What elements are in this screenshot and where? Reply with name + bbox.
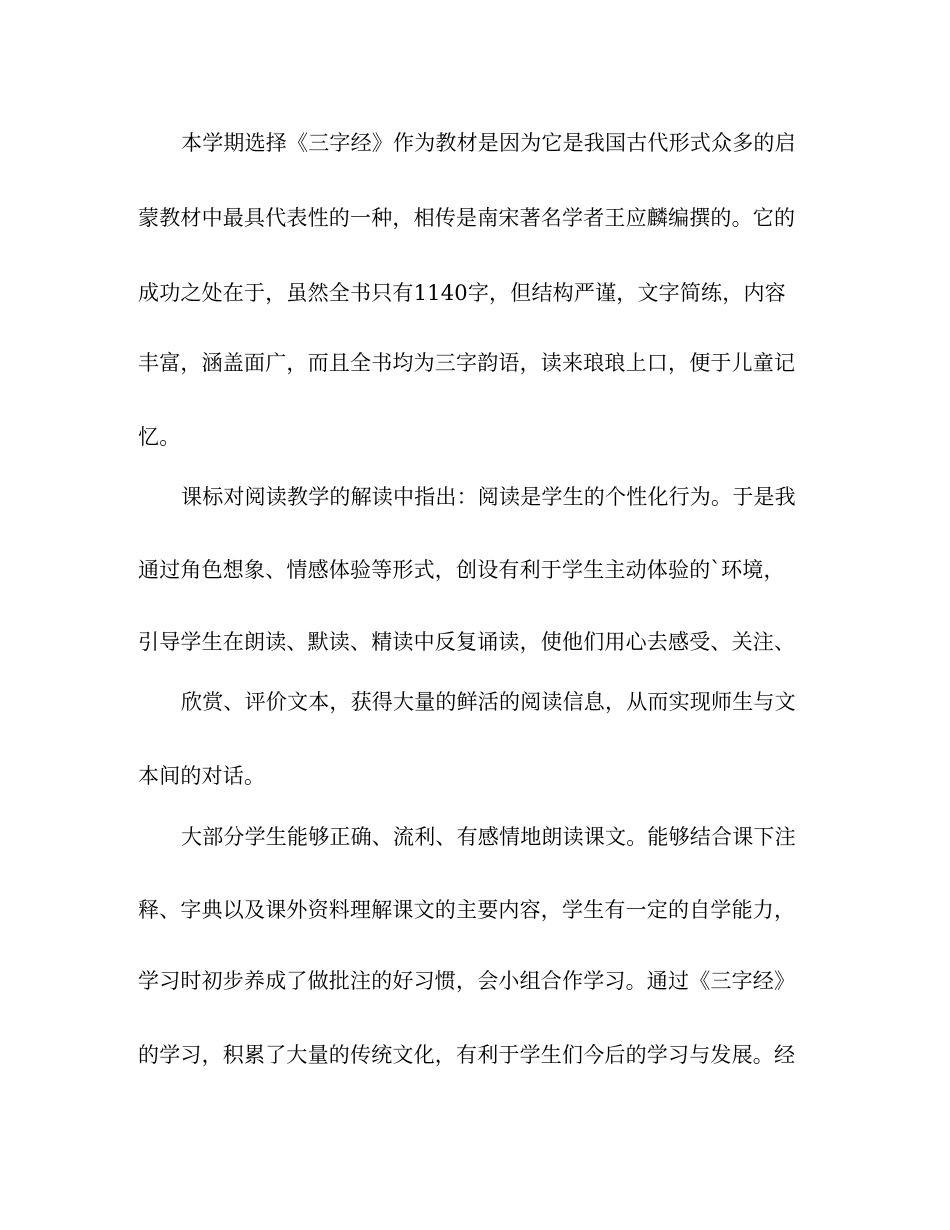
paragraph-4-line-2: 释、字典以及课外资料理解课文的主要内容，学生有一定的自学能力， bbox=[138, 898, 796, 922]
paragraph-4-line-4: 的学习，积累了大量的传统文化，有利于学生们今后的学习与发展。经 bbox=[138, 1043, 796, 1067]
paragraph-2-line-1: 课标对阅读教学的解读中指出：阅读是学生的个性化行为。于是我 bbox=[181, 485, 796, 509]
paragraph-2-line-3: 引导学生在朗读、默读、精读中反复诵读，使他们用心去感受、关注、 bbox=[138, 630, 796, 654]
paragraph-3-line-1: 欣赏、评价文本，获得大量的鲜活的阅读信息，从而实现师生与文 bbox=[181, 690, 796, 714]
paragraph-1-line-1: 本学期选择《三字经》作为教材是因为它是我国古代形式众多的启 bbox=[181, 131, 796, 155]
paragraph-1-line-5: 忆。 bbox=[138, 425, 181, 449]
paragraph-1-line-4: 丰富，涵盖面广，而且全书均为三字韵语，读来琅琅上口，便于儿童记 bbox=[138, 351, 796, 375]
paragraph-1-line-3: 成功之处在于，虽然全书只有1140字，但结构严谨，文字简练，内容 bbox=[138, 281, 786, 305]
paragraph-4-line-3: 学习时初步养成了做批注的好习惯，会小组合作学习。通过《三字经》 bbox=[138, 969, 796, 993]
paragraph-2-line-2: 通过角色想象、情感体验等形式，创设有利于学生主动体验的`环境， bbox=[138, 558, 785, 582]
paragraph-1-line-2: 蒙教材中最具代表性的一种，相传是南宋著名学者王应麟编撰的。它的 bbox=[138, 206, 796, 230]
paragraph-4-line-1: 大部分学生能够正确、流利、有感情地朗读课文。能够结合课下注 bbox=[181, 825, 796, 849]
paragraph-3-line-2: 本间的对话。 bbox=[138, 764, 266, 788]
